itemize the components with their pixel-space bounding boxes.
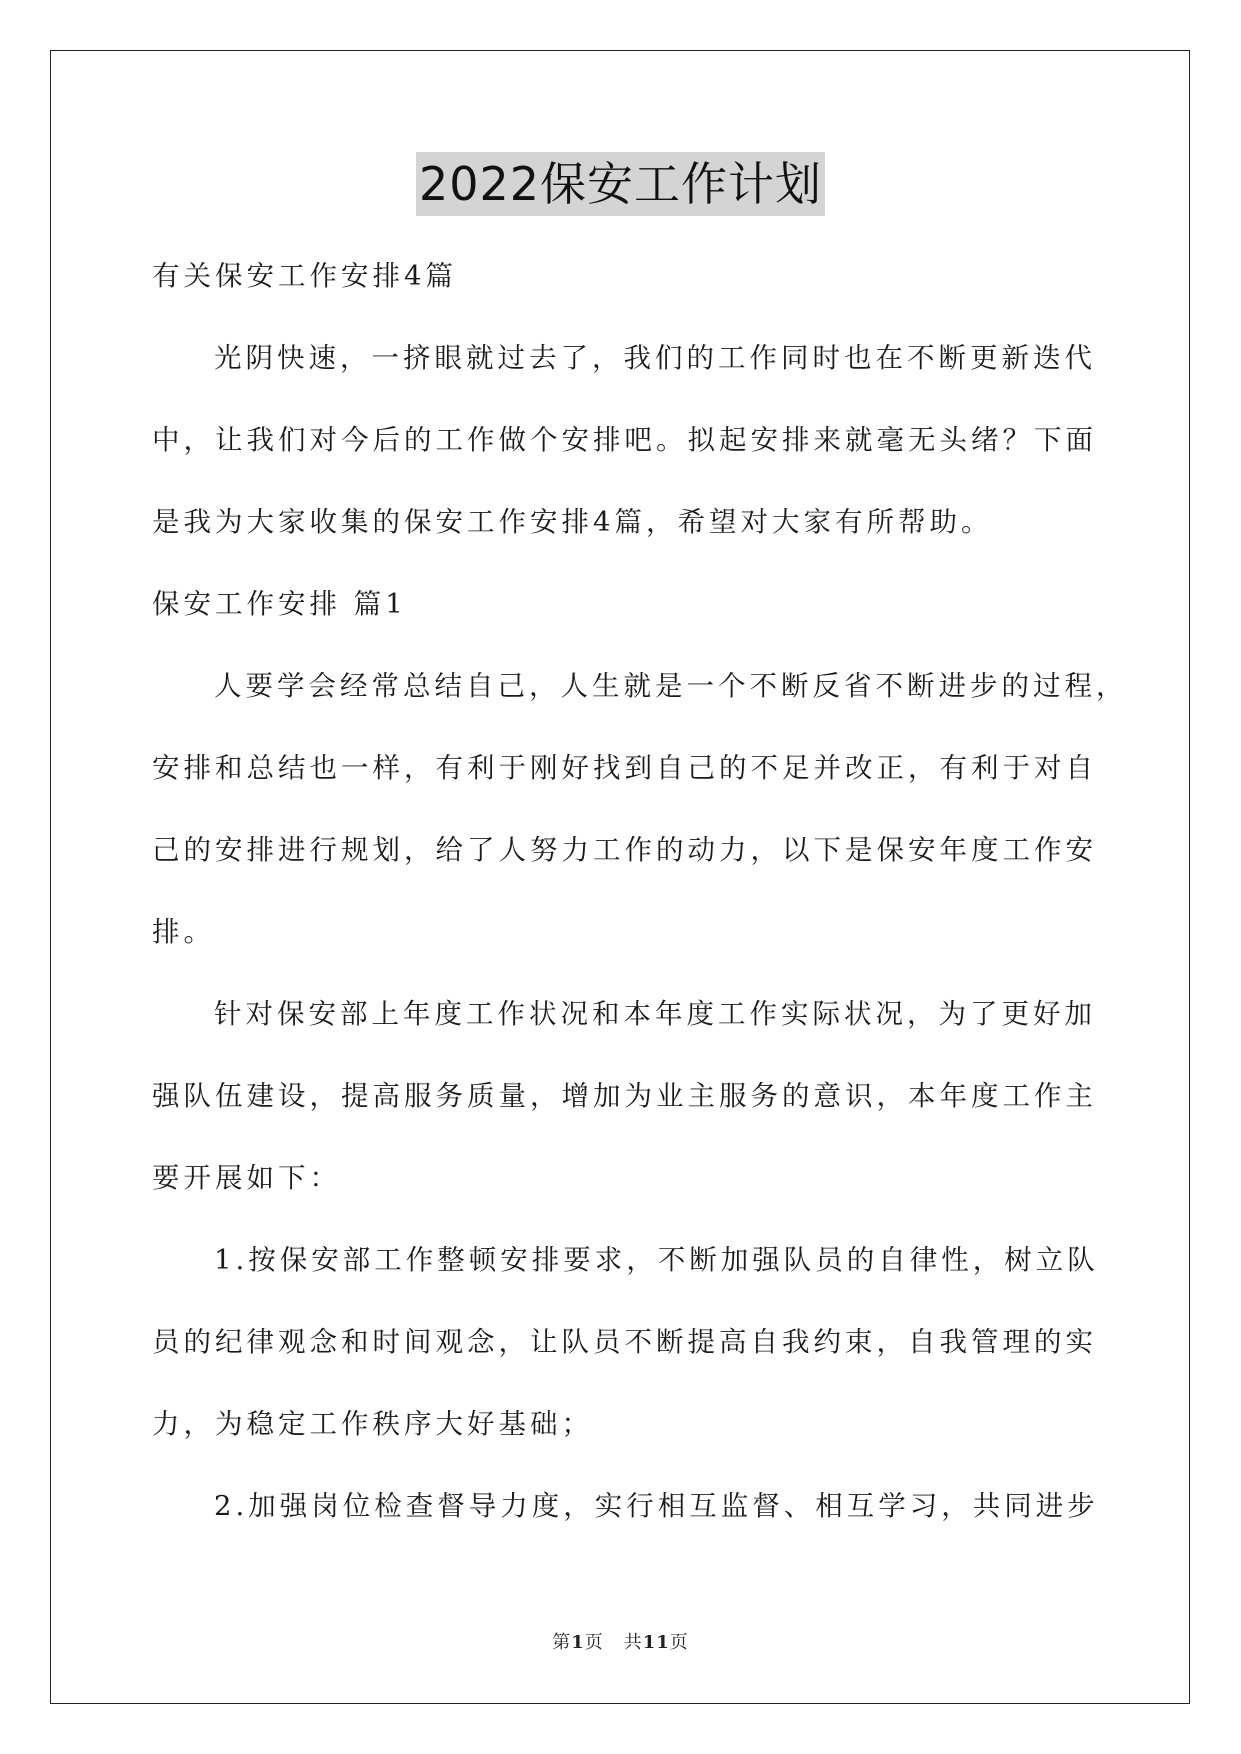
subtitle: 有关保安工作安排4篇 <box>152 260 457 292</box>
paragraph-line: 排。 <box>152 916 215 948</box>
paragraph-line: 员的纪律观念和时间观念，让队员不断提高自我约束，自我管理的实 <box>152 1326 1097 1358</box>
paragraph-line: 中，让我们对今后的工作做个安排吧。拟起安排来就毫无头绪？下面 <box>152 424 1097 456</box>
section-heading: 保安工作安排 篇1 <box>152 588 407 620</box>
page-total: 11 <box>642 1632 670 1653</box>
paragraph-line: 人要学会经常总结自己，人生就是一个不断反省不断进步的过程， <box>214 670 1128 702</box>
paragraph-line: 安排和总结也一样，有利于刚好找到自己的不足并改正，有利于对自 <box>152 752 1097 784</box>
list-item-1 <box>152 1219 1099 1465</box>
title-container <box>0 152 1241 216</box>
paragraph-line: 强队伍建设，提高服务质量，增加为业主服务的意识，本年度工作主 <box>152 1080 1097 1112</box>
paragraph-line: 己的安排进行规划，给了人努力工作的动力，以下是保安年度工作安 <box>152 834 1097 866</box>
document-body <box>152 235 1128 1547</box>
paragraph-line: 力，为稳定工作秩序大好基础； <box>152 1408 593 1440</box>
paragraph-line: 2.加强岗位检查督导力度，实行相互监督、相互学习，共同进步 <box>214 1490 1099 1522</box>
paragraph-line: 是我为大家收集的保安工作安排4篇，希望对大家有所帮助。 <box>152 506 993 538</box>
total-suffix: 页 <box>669 1632 689 1653</box>
page-footer <box>0 1628 1241 1654</box>
page-suffix: 页 <box>584 1632 604 1653</box>
total-prefix: 共 <box>623 1632 643 1653</box>
document-title: 2022保安工作计划 <box>416 152 825 216</box>
intro-paragraph <box>152 317 1097 563</box>
paragraph-line: 1.按保安部工作整顿安排要求，不断加强队员的自律性，树立队 <box>214 1244 1099 1276</box>
list-item-2 <box>152 1465 1099 1547</box>
paragraph-1 <box>152 645 1128 973</box>
paragraph-line: 光阴快速，一挤眼就过去了，我们的工作同时也在不断更新迭代 <box>214 342 1096 374</box>
paragraph-line: 要开展如下： <box>152 1162 341 1194</box>
paragraph-2 <box>152 973 1097 1219</box>
paragraph-line: 针对保安部上年度工作状况和本年度工作实际状况，为了更好加 <box>214 998 1096 1030</box>
page-prefix: 第 <box>552 1632 572 1653</box>
page-current: 1 <box>571 1632 585 1653</box>
